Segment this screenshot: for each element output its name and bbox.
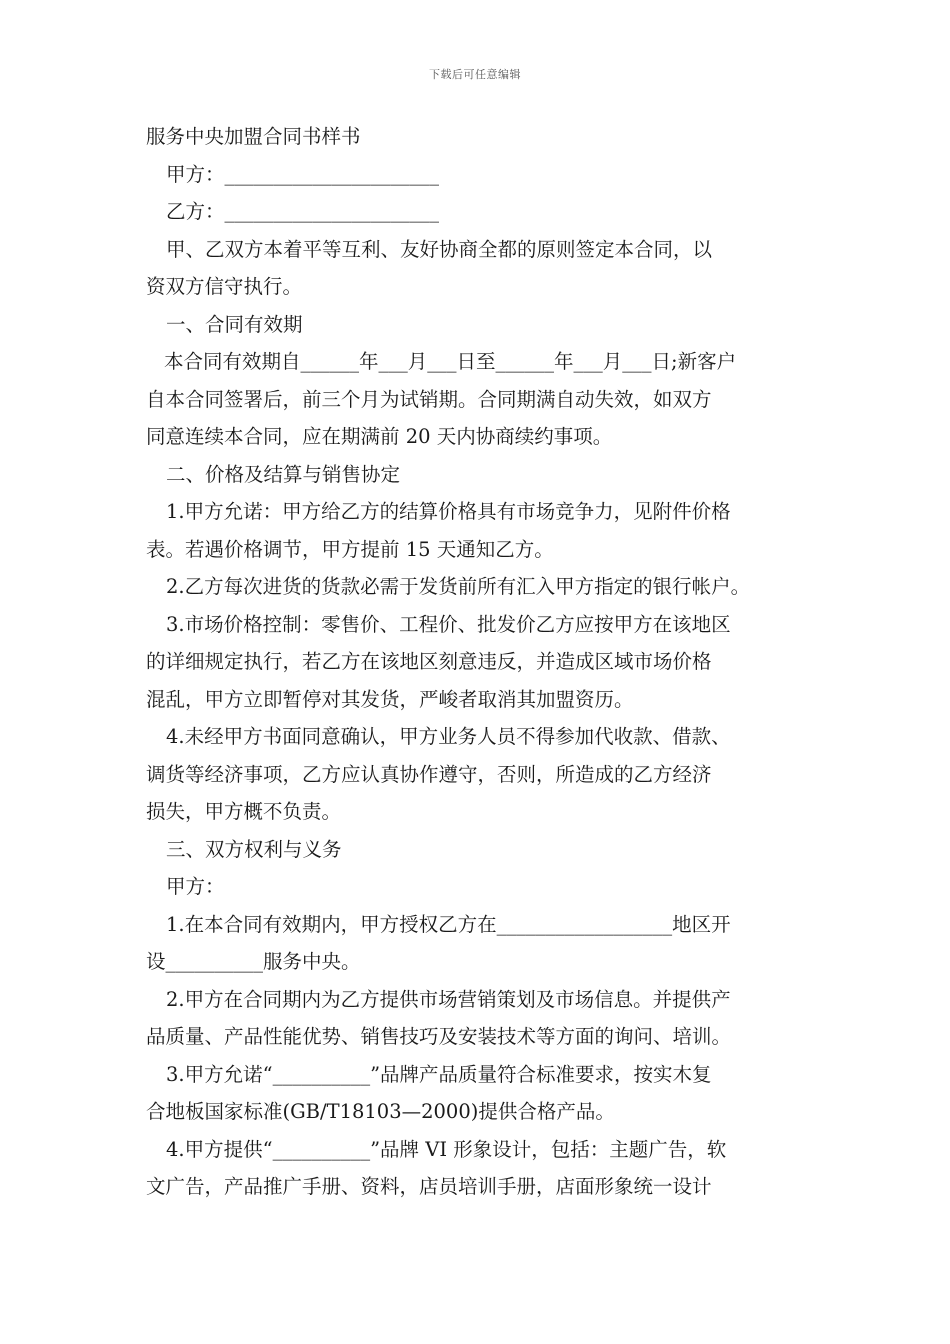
- clause-3-4-line-1: 4.甲方提供“__________”品牌 VI 形象设计，包括：主题广告，软: [166, 1137, 727, 1161]
- clause-2-4-line-3: 损失，甲方概不负责。: [146, 800, 342, 823]
- party-a-subheading: 甲方：: [166, 875, 225, 898]
- header-note: 下载后可任意编辑: [429, 68, 521, 81]
- clause-3-3-line-2: 合地板国家标准(GB/T18103—2000)提供合格产品。: [146, 1100, 615, 1123]
- preamble-line-2: 资双方信守执行。: [146, 275, 303, 298]
- clause-2-3-line-1: 3.市场价格控制：零售价、工程价、批发价乙方应按甲方在该地区: [166, 612, 731, 636]
- section-1-heading: 一、合同有效期: [166, 312, 303, 336]
- clause-2-1-line-1: 1.甲方允诺：甲方给乙方的结算价格具有市场竞争力，见附件价格: [166, 500, 731, 523]
- section-1-line-1: 本合同有效期自______年___月___日至______年___月___日;新客户: [164, 350, 737, 373]
- section-2-heading: 二、价格及结算与销售协定: [166, 462, 401, 486]
- preamble-line-1: 甲、乙双方本着平等互利、友好协商全都的原则签定本合同，以: [166, 237, 713, 261]
- clause-3-1-line-2: 设__________服务中央。: [146, 950, 361, 973]
- clause-2-3-line-3: 混乱，甲方立即暂停对其发货，严峻者取消其加盟资历。: [146, 687, 634, 711]
- section-1-line-3: 同意连续本合同，应在期满前 20 天内协商续约事项。: [146, 425, 613, 448]
- clause-2-1-line-2: 表。若遇价格调节，甲方提前 15 天通知乙方。: [146, 537, 554, 561]
- clause-3-2-line-1: 2.甲方在合同期内为乙方提供市场营销策划及市场信息。并提供产: [166, 987, 731, 1011]
- clause-2-4-line-2: 调货等经济事项，乙方应认真协作遵守，否则，所造成的乙方经济: [146, 762, 712, 786]
- clause-2-3-line-2: 的详细规定执行，若乙方在该地区刻意违反，并造成区域市场价格: [146, 650, 712, 673]
- clause-3-4-line-2: 文广告，产品推广手册、资料，店员培训手册，店面形象统一设计: [146, 1175, 712, 1198]
- party-a-line: 甲方：______________________: [166, 162, 440, 186]
- clause-3-1-line-1: 1.在本合同有效期内，甲方授权乙方在__________________地区开: [166, 912, 731, 936]
- section-1-line-2: 自本合同签署后，前三个月为试销期。合同期满自动失效，如双方: [146, 387, 712, 411]
- section-3-heading: 三、双方权利与义务: [166, 837, 342, 861]
- clause-2-2-line-1: 2.乙方每次进货的货款必需于发货前所有汇入甲方指定的银行帐户。: [166, 575, 751, 598]
- document-body: [146, 118, 810, 1206]
- party-b-line: 乙方：______________________: [166, 200, 440, 223]
- clause-3-3-line-1: 3.甲方允诺“__________”品牌产品质量符合标准要求，按实木复: [166, 1062, 712, 1086]
- document-title: 服务中央加盟合同书样书: [146, 125, 361, 148]
- clause-2-4-line-1: 4.未经甲方书面同意确认，甲方业务人员不得参加代收款、借款、: [166, 725, 731, 748]
- clause-3-2-line-2: 品质量、产品性能优势、销售技巧及安装技术等方面的询问、培训。: [146, 1025, 732, 1048]
